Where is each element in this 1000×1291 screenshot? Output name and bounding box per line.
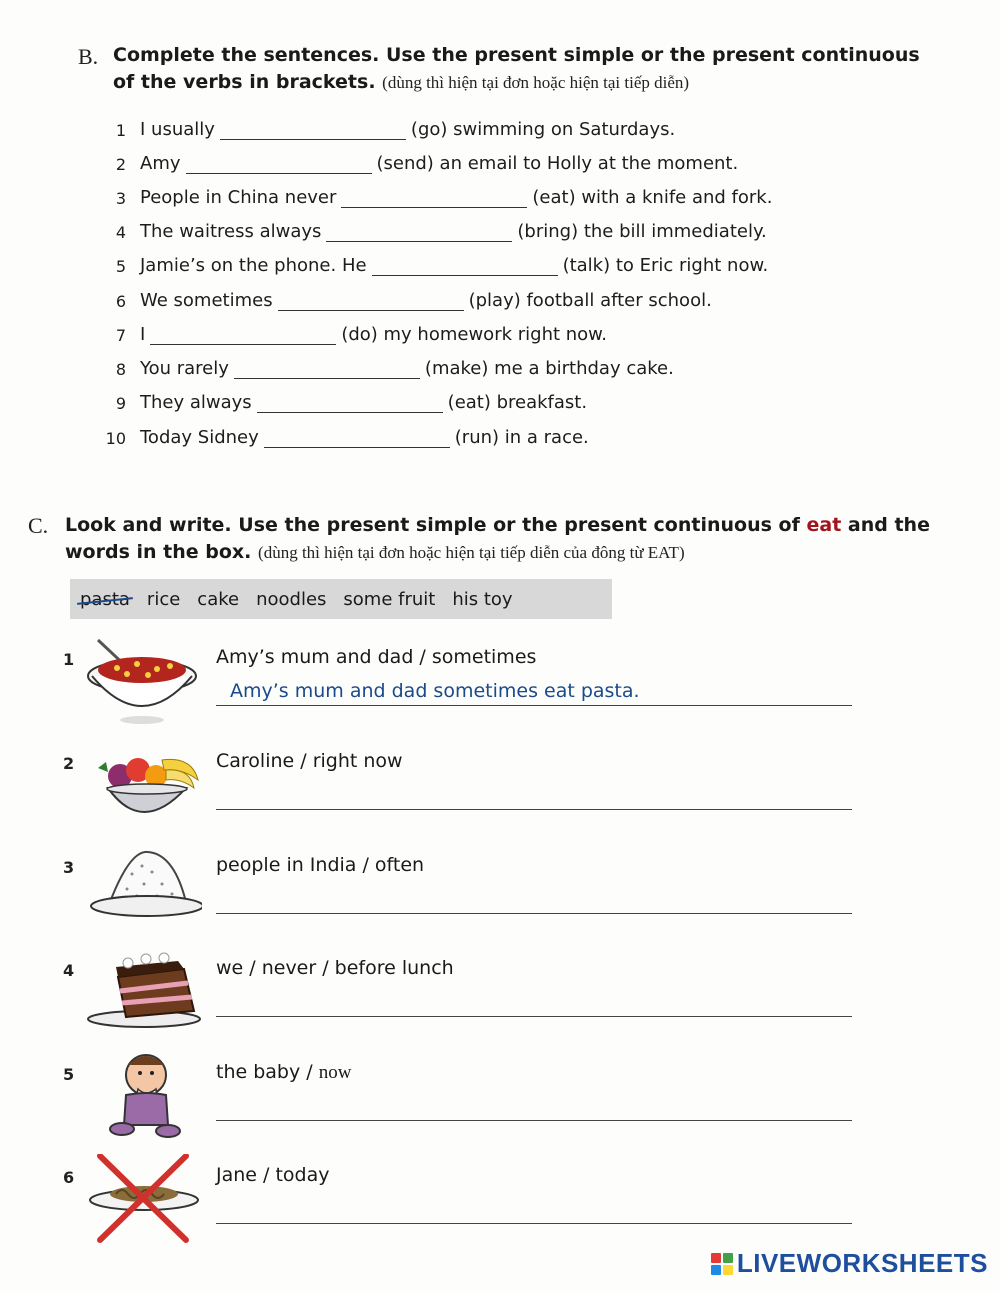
sentence-row xyxy=(100,110,675,140)
answer-blank[interactable] xyxy=(257,390,443,413)
sentence-row xyxy=(100,144,738,174)
sentence-row xyxy=(100,281,712,311)
sentence-number: 9 xyxy=(115,394,126,413)
word-box-item: pasta xyxy=(80,588,130,610)
section-b-instruction-line2 xyxy=(113,69,933,96)
section-c-instruction-line1 xyxy=(65,512,965,539)
sentence-number: 7 xyxy=(115,326,126,345)
item-number: 2 xyxy=(63,754,75,773)
answer-line[interactable] xyxy=(216,780,852,810)
sentence-text-before: We sometimes xyxy=(140,290,273,311)
sentence-text-after: (run) in a race. xyxy=(454,427,589,448)
answer-blank[interactable] xyxy=(372,253,558,276)
answer-blank[interactable] xyxy=(220,117,406,140)
exercise-item xyxy=(60,947,860,1047)
sentence-text-before: People in China never xyxy=(140,187,337,208)
item-prompt xyxy=(216,750,403,772)
section-c-instruction-bold: words in the box. xyxy=(65,541,252,563)
exercise-item xyxy=(60,1154,860,1254)
pasta-bowl-icon xyxy=(82,636,202,726)
answer-blank[interactable] xyxy=(150,322,336,345)
word-box xyxy=(70,579,612,619)
answer-blank[interactable] xyxy=(234,356,420,379)
sentence-text-before: Amy xyxy=(140,153,181,174)
sentence-text-after: (do) my homework right now. xyxy=(341,324,607,345)
sentence-number: 10 xyxy=(105,429,126,448)
logo-square xyxy=(723,1253,733,1263)
liveworksheets-logo xyxy=(711,1248,988,1279)
sentence-row xyxy=(100,212,767,242)
answer-line[interactable] xyxy=(216,1194,852,1224)
item-prompt-tail: now xyxy=(318,1062,352,1083)
sentence-text-before: Jamie’s on the phone. He xyxy=(140,255,367,276)
answer-line[interactable] xyxy=(216,884,852,914)
answer-line[interactable] xyxy=(216,987,852,1017)
word-box-item: his toy xyxy=(452,588,513,610)
sentence-text-after: (talk) to Eric right now. xyxy=(562,255,769,276)
sentence-text-before: I xyxy=(140,324,146,345)
sentence-text-before: The waitress always xyxy=(140,221,322,242)
sentence-row xyxy=(100,315,607,345)
sentence-text-after: (make) me a birthday cake. xyxy=(424,358,674,379)
item-prompt xyxy=(216,1164,329,1186)
word-box-item: cake xyxy=(197,588,240,610)
section-c-instruction-line2 xyxy=(65,539,965,566)
section-b-instruction xyxy=(113,42,933,96)
sentence-number: 5 xyxy=(115,257,126,276)
item-number: 1 xyxy=(63,650,75,669)
answer-blank[interactable] xyxy=(264,425,450,448)
baby-icon xyxy=(82,1051,202,1141)
sentence-text-after: (eat) breakfast. xyxy=(447,392,588,413)
sentence-row xyxy=(100,418,589,448)
sentence-number: 1 xyxy=(115,121,126,140)
exercise-item xyxy=(60,844,860,944)
sentence-number: 2 xyxy=(115,155,126,174)
word-box-item: some fruit xyxy=(343,588,436,610)
item-prompt xyxy=(216,957,454,979)
sentence-text-after: (play) football after school. xyxy=(468,290,712,311)
sentence-text-before: You rarely xyxy=(140,358,229,379)
item-prompt xyxy=(216,1061,351,1084)
section-b-instruction-note: (dùng thì hiện tại đơn hoặc hiện tại tiếp diễn) xyxy=(382,73,690,92)
sentence-row xyxy=(100,178,772,208)
crossed-noodles-icon xyxy=(82,1154,202,1244)
item-prompt-text: people in India / often xyxy=(216,854,425,876)
item-prompt-text: Caroline / right now xyxy=(216,750,403,772)
sentence-text-after: (send) an email to Holly at the moment. xyxy=(376,153,739,174)
sentence-number: 4 xyxy=(115,223,126,242)
word-box-item: rice xyxy=(146,588,181,610)
answer-blank[interactable] xyxy=(326,219,512,242)
section-c-instruction-note: (dùng thì hiện tại đơn hoặc hiện tại tiếp diễn của đông từ EAT) xyxy=(258,543,685,562)
logo-square xyxy=(723,1265,733,1275)
item-number: 6 xyxy=(63,1168,75,1187)
answer-blank[interactable] xyxy=(186,151,372,174)
section-c-instruction xyxy=(65,512,965,566)
item-prompt-text: we / never / before lunch xyxy=(216,957,454,979)
section-c-instruction-accent: eat xyxy=(806,514,842,536)
rice-plate-icon xyxy=(82,844,202,934)
word-box-item: noodles xyxy=(256,588,327,610)
section-b-instruction-line1: Complete the sentences. Use the present simple or the present continuous xyxy=(113,44,920,66)
logo-square xyxy=(711,1253,721,1263)
item-number: 3 xyxy=(63,858,75,877)
section-c-letter: C. xyxy=(28,513,49,538)
fruit-bowl-icon xyxy=(82,740,202,830)
item-prompt-text: the baby / xyxy=(216,1061,313,1083)
sentence-text-after: (go) swimming on Saturdays. xyxy=(410,119,676,140)
item-number: 5 xyxy=(63,1065,75,1084)
sentence-text-after: (eat) with a knife and fork. xyxy=(532,187,773,208)
sentence-number: 8 xyxy=(115,360,126,379)
section-b-instruction-bold: of the verbs in brackets. xyxy=(113,71,376,93)
answer-blank[interactable] xyxy=(278,288,464,311)
item-prompt-text: Amy’s mum and dad / sometimes xyxy=(216,646,537,668)
sentence-number: 6 xyxy=(115,292,126,311)
sentence-number: 3 xyxy=(115,189,126,208)
sentence-row xyxy=(100,383,587,413)
sentence-row xyxy=(100,246,768,276)
answer-line[interactable] xyxy=(216,676,852,706)
logo-square xyxy=(711,1265,721,1275)
sentence-text-after: (bring) the bill immediately. xyxy=(517,221,767,242)
item-prompt xyxy=(216,646,536,668)
exercise-item xyxy=(60,636,860,736)
liveworksheets-logo-text: LIVEWORKSHEETS xyxy=(736,1248,988,1278)
answer-blank[interactable] xyxy=(341,185,527,208)
sentence-row xyxy=(100,349,674,379)
sentence-text-before: They always xyxy=(140,392,252,413)
answer-line[interactable] xyxy=(216,1091,852,1121)
cake-icon xyxy=(82,947,202,1037)
item-number: 4 xyxy=(63,961,75,980)
sentence-text-before: I usually xyxy=(140,119,215,140)
item-prompt-text: Jane / today xyxy=(216,1164,330,1186)
section-c-instruction-part1: Look and write. Use the present simple or the present continuous of xyxy=(65,514,800,536)
liveworksheets-logo-icon xyxy=(711,1253,733,1275)
sentence-text-before: Today Sidney xyxy=(140,427,259,448)
exercise-item xyxy=(60,740,860,840)
item-prompt xyxy=(216,854,424,876)
exercise-item xyxy=(60,1051,860,1151)
section-b-letter: B. xyxy=(78,44,99,69)
section-c-instruction-part2: and the xyxy=(847,514,930,536)
